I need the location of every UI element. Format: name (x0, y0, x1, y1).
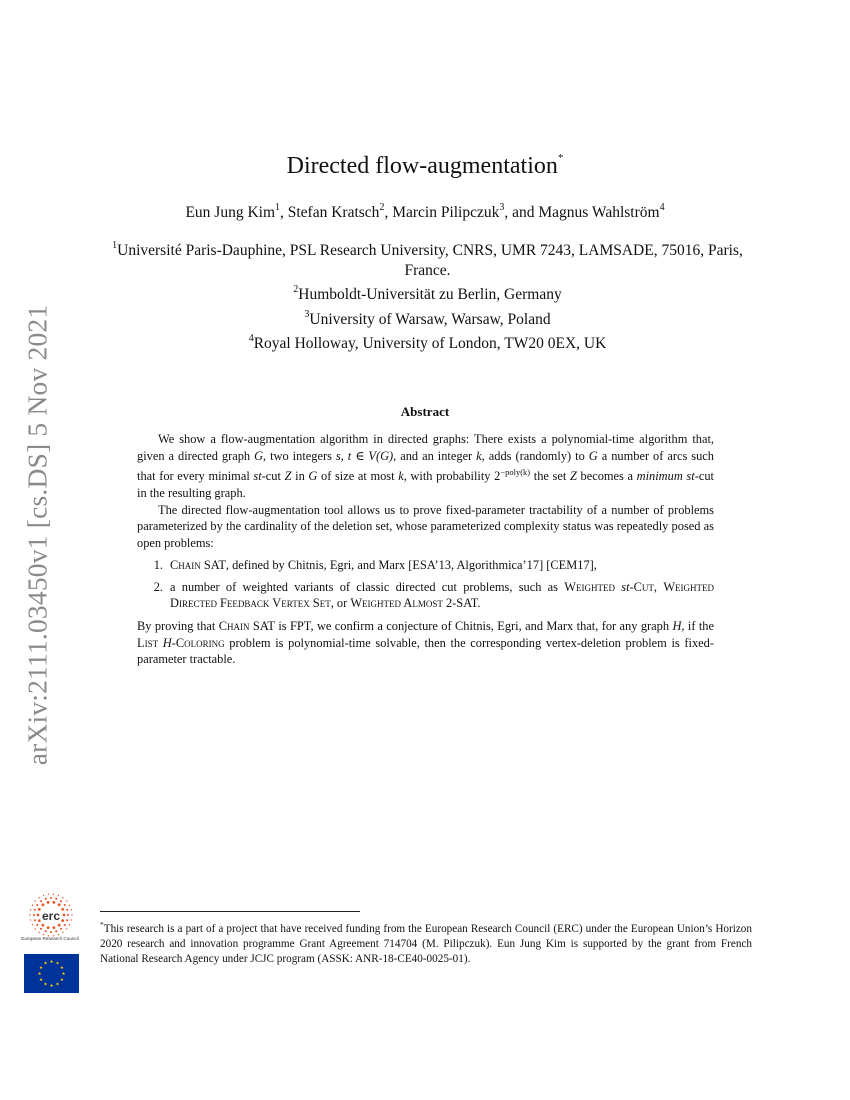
author-name: Stefan Kratsch (287, 204, 380, 221)
erc-dot (66, 900, 67, 901)
eu-star-icon: ★ (49, 959, 54, 965)
erc-dot (29, 914, 30, 915)
erc-dot (71, 909, 72, 910)
erc-dot (45, 930, 47, 932)
erc-dot (43, 895, 44, 896)
erc-dot (34, 919, 36, 921)
affiliation: $^1$Université Paris-Dauphine, PSL Research University, CNRS, UMR 7243, LAMSADE, 75016, Paris, France. (112, 240, 743, 279)
paper-title: Directed flow-augmentation* (286, 152, 564, 179)
erc-dot (62, 932, 63, 933)
erc-dot (61, 908, 64, 911)
erc-dot (50, 897, 52, 899)
author-name: Marcin Pilipczuk (392, 204, 500, 221)
erc-dot (45, 898, 47, 900)
affiliation-list (95, 236, 760, 354)
eu-star-icon: ★ (59, 965, 64, 971)
erc-dot (64, 924, 66, 926)
erc-dot (66, 928, 67, 929)
erc-dot (40, 900, 42, 902)
author-list: Eun Jung Kim$^1$, Stefan Kratsch$^2$, Marcin Pilipczuk$^3$, and Magnus Wahlström$^4$ (185, 202, 665, 221)
erc-dot (66, 909, 68, 911)
erc-dot (35, 928, 36, 929)
eu-star-icon: ★ (43, 981, 48, 987)
list-item: 2. a number of weighted variants of classic directed cut problems, such as Weighted st-Cut, Weighted Directed Feedback Vertex Set, or Weighted Almost 2-SAT. (153, 579, 714, 611)
eu-star-icon: ★ (43, 960, 48, 966)
eu-flag-icon (24, 954, 79, 993)
affiliation: $^4$Royal Holloway, University of London, TW20 0EX, UK (248, 333, 607, 352)
erc-dot (41, 903, 44, 906)
affiliation: $^2$Humboldt-Universität zu Berlin, Germany (293, 284, 562, 303)
abstract-body (137, 431, 714, 668)
erc-dot (63, 914, 66, 917)
erc-dot (36, 904, 38, 906)
abstract-paragraph: We show a flow-augmentation algorithm in directed graphs: There exists a polynomial-time algorithm that, given a directed graph G, two integers s, t ∈ V(G), and an integer k, adds (randomly) to G a number of arcs such that for every minimal st-cut Z in G of size at most k, with probability $2^{-poly(k)}$ the set Z becomes a minimum st-cut in the resulting graph. (137, 432, 714, 500)
erc-dot (33, 914, 35, 916)
erc-dot (32, 924, 33, 925)
abstract-paragraph: By proving that Chain SAT is FPT, we confirm a conjecture of Chitnis, Egri, and Marx that, for any graph H, if the List H-Coloring problem is polynomial-time solvable, then the corresponding vertex-deletion problem is fixed-parameter tractable. (137, 619, 714, 667)
erc-dot (30, 919, 31, 920)
erc-dot (62, 897, 63, 898)
erc-dot (40, 928, 42, 930)
erc-dot (58, 924, 61, 927)
erc-dot (48, 893, 49, 894)
footnote: *This research is a part of a project that have received funding from the European Research Council (ERC) under the European Union’s Horizon 2020 research and innovation programme Grant Agreement 714704 (M. Pilipczuk). Eun Jung Kim is supported by the grant from French National Research Agency under JCJC program (ASSK: ANR-18-CE40-0025-01). (100, 920, 752, 966)
erc-dot (66, 919, 68, 921)
erc-dot (32, 905, 33, 906)
author-name: Magnus Wahlström (538, 204, 660, 221)
erc-dot (52, 901, 55, 904)
erc-dot (35, 900, 36, 901)
erc-dot (47, 926, 50, 929)
erc-logo-text: erc (41, 909, 61, 923)
erc-dot (71, 919, 72, 920)
erc-dot (60, 900, 62, 902)
abstract-paragraph: The directed flow-augmentation tool allows us to prove fixed-parameter tractability of a number of problems parameterized by the cardinality of the deletion set, whose parameterized complexity status was repeatedly posed as open problems: (137, 502, 714, 550)
erc-caption: European Research Council (21, 936, 79, 941)
erc-dot (58, 895, 59, 896)
eu-star-icon: ★ (37, 971, 42, 977)
erc-dot (71, 914, 72, 915)
erc-dot (67, 914, 69, 916)
footnote-divider (100, 911, 360, 912)
eu-star-icon: ★ (55, 960, 60, 966)
erc-dot (55, 930, 57, 932)
erc-dot (47, 901, 50, 904)
erc-dot (50, 931, 52, 933)
author-name: Eun Jung Kim (185, 204, 275, 221)
erc-dot (38, 932, 39, 933)
eu-star-icon: ★ (55, 981, 60, 987)
eu-star-icon: ★ (39, 965, 44, 971)
erc-dot (55, 898, 57, 900)
erc-dot (34, 909, 36, 911)
open-problems-list (137, 557, 714, 612)
erc-dot (37, 914, 40, 917)
erc-dot (41, 924, 44, 927)
erc-dot (52, 926, 55, 929)
eu-star-icon: ★ (39, 977, 44, 983)
erc-dot (64, 904, 66, 906)
erc-dot (69, 905, 70, 906)
eu-star-icon: ★ (59, 977, 64, 983)
list-item: 1. Chain SAT, defined by Chitnis, Egri, and Marx [ESA’13, Algorithmica’17] [CEM17], (153, 558, 597, 573)
erc-dot (36, 924, 38, 926)
erc-dot (60, 928, 62, 930)
erc-dot (53, 893, 54, 894)
arxiv-identifier: arXiv:2111.03450v1 [cs.DS] 5 Nov 2021 (21, 304, 53, 766)
erc-dot (30, 909, 31, 910)
erc-dot (38, 908, 41, 911)
erc-dot (61, 919, 64, 922)
eu-star-icon: ★ (61, 971, 66, 977)
erc-dot (69, 924, 70, 925)
erc-dot (38, 897, 39, 898)
erc-dot (58, 903, 61, 906)
erc-dot (38, 919, 41, 922)
abstract-heading: Abstract (400, 404, 450, 419)
eu-star-icon: ★ (49, 983, 54, 989)
affiliation: $^3$University of Warsaw, Warsaw, Poland (304, 308, 551, 328)
